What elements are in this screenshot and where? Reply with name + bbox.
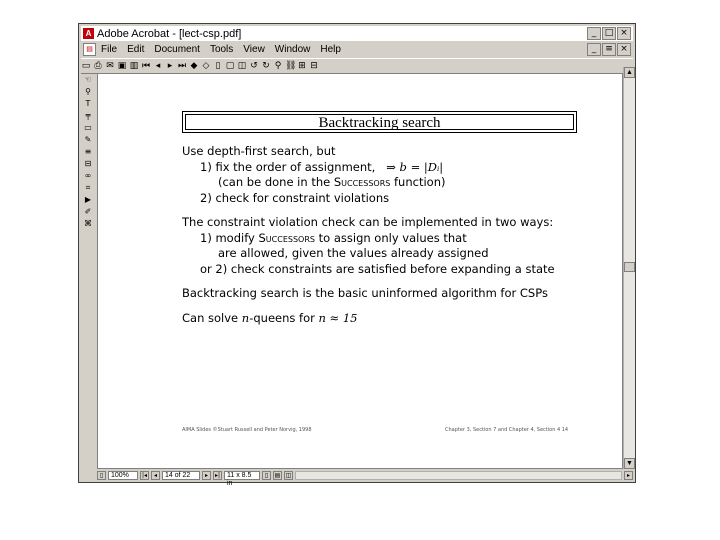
menu-help[interactable]: Help <box>320 44 341 55</box>
menu-edit[interactable]: Edit <box>127 44 145 55</box>
slide-line: 2) check for constraint violations <box>200 190 390 205</box>
slide-line: Use depth-first search, but <box>182 144 336 158</box>
facing-pages-icon[interactable]: ◫ <box>285 472 292 479</box>
menu-window[interactable]: Window <box>274 44 311 55</box>
continuous-page-icon[interactable]: ▤ <box>274 472 281 479</box>
acrobat-window <box>78 23 636 487</box>
page-number-field[interactable]: 14 of 22 <box>162 471 200 480</box>
zoom-field[interactable]: 100% <box>108 471 138 480</box>
slide-line: are allowed, given the values already assigned <box>218 246 489 260</box>
toolbar <box>81 58 633 74</box>
slide-title-frame <box>182 111 577 133</box>
link-tool-icon[interactable]: ∞ <box>84 171 92 180</box>
slide-line: Can solve n-queens for n ≈ 15 <box>182 310 358 325</box>
acrobat-app-icon: A <box>83 28 94 39</box>
actual-size-icon[interactable]: ▯ <box>215 61 221 71</box>
scroll-right-icon[interactable]: ▸ <box>624 471 633 480</box>
show-navigation-icon[interactable]: ▥ <box>129 61 139 71</box>
print-icon[interactable]: ⎙ <box>94 61 102 71</box>
scroll-down-icon[interactable]: ▼ <box>624 458 635 469</box>
scroll-up-icon[interactable]: ▲ <box>624 67 635 78</box>
scroll-thumb[interactable] <box>624 262 635 272</box>
go-back-icon[interactable]: ◆ <box>190 61 198 71</box>
menu-bar <box>81 42 633 57</box>
status-bar <box>97 470 633 487</box>
document-icon[interactable]: ▤ <box>83 43 96 56</box>
next-page-icon[interactable]: ▸ <box>167 61 173 71</box>
email-icon[interactable]: ✉ <box>106 61 114 71</box>
column-select-icon[interactable]: ╤ <box>85 111 91 120</box>
object-tool-icon[interactable]: ⌘ <box>84 219 92 228</box>
maximize-button[interactable]: □ <box>602 27 616 40</box>
document-page <box>97 73 623 469</box>
prev-page-icon[interactable]: ◂ <box>155 61 161 71</box>
save-icon[interactable]: ▣ <box>117 61 127 71</box>
rotate-right-icon[interactable]: ↻ <box>262 61 270 71</box>
slide-line: 1) fix the order of assignment, ⇒ b = |Dᵢ| <box>200 159 444 174</box>
open-icon[interactable]: ▭ <box>81 61 91 71</box>
doc-close-button[interactable]: × <box>617 43 631 56</box>
go-forward-icon[interactable]: ◇ <box>202 61 210 71</box>
single-page-icon[interactable]: ▯ <box>262 471 271 480</box>
title-bar <box>81 26 633 41</box>
web-capture-icon[interactable]: ⊞ <box>298 61 306 71</box>
crop-tool-icon[interactable]: ⌗ <box>85 183 91 192</box>
slide-footer-left: AIMA Slides ©Stuart Russell and Peter Norvig, 1998 <box>182 427 312 433</box>
tools-sidebar <box>81 73 95 465</box>
find-icon[interactable]: ⚲ <box>274 61 282 71</box>
movie-tool-icon[interactable]: ▶ <box>84 195 92 204</box>
page-size-field: 11 x 8.5 in <box>224 471 260 480</box>
first-page-button[interactable]: |◂ <box>141 472 148 479</box>
note-tool-icon[interactable]: ▭ <box>84 123 92 132</box>
menu-file[interactable]: File <box>101 44 118 55</box>
slide-line: (can be done in the Successors function) <box>218 175 446 189</box>
highlight-tool-icon[interactable]: ≡ <box>84 147 92 156</box>
first-page-icon[interactable]: ⏮ <box>141 61 151 71</box>
prev-page-button[interactable]: ◂ <box>151 471 160 480</box>
next-page-button[interactable]: ▸ <box>202 471 211 480</box>
vertical-scrollbar[interactable] <box>623 67 635 469</box>
web-link-icon[interactable]: ⛓ <box>285 61 297 71</box>
hand-tool-icon[interactable]: ☜ <box>84 75 92 84</box>
zoom-tool-icon[interactable]: ⚲ <box>85 87 91 96</box>
slide-body <box>182 144 602 326</box>
touchup-tool-icon[interactable]: ✐ <box>84 207 92 216</box>
capture-icon[interactable]: ⊟ <box>310 61 318 71</box>
menu-view[interactable]: View <box>243 44 265 55</box>
slide-footer-right: Chapter 3, Section 7 and Chapter 4, Section 4 14 <box>445 427 569 433</box>
window-title: Adobe Acrobat - [lect-csp.pdf] <box>97 27 242 40</box>
doc-restore-button[interactable]: ≡ <box>602 43 616 56</box>
slide-line: 1) modify Successors to assign only values that <box>200 230 467 245</box>
fit-width-icon[interactable]: ◫ <box>237 61 247 71</box>
rotate-left-icon[interactable]: ↺ <box>250 61 258 71</box>
form-tool-icon[interactable]: ⊟ <box>84 159 92 168</box>
last-page-button[interactable]: ▸| <box>214 472 221 479</box>
slide-title: Backtracking search <box>185 114 574 130</box>
minimize-button[interactable]: _ <box>587 27 601 40</box>
slide-line: Backtracking search is the basic uninformed algorithm for CSPs <box>182 286 548 300</box>
slide-line: The constraint violation check can be implemented in two ways: <box>182 215 554 229</box>
close-button[interactable]: × <box>617 27 631 40</box>
fit-page-icon[interactable]: ▢ <box>225 61 235 71</box>
last-page-icon[interactable]: ⏭ <box>177 61 187 71</box>
horizontal-scrollbar[interactable] <box>295 471 622 480</box>
pencil-tool-icon[interactable]: ✎ <box>84 135 92 144</box>
text-select-icon[interactable]: T <box>85 99 91 108</box>
menu-document[interactable]: Document <box>154 44 200 55</box>
menu-tools[interactable]: Tools <box>209 44 234 55</box>
slide-line: or 2) check constraints are satisfied before expanding a state <box>200 261 555 276</box>
page-layout-icon[interactable]: ▯ <box>97 471 106 480</box>
doc-minimize-button[interactable]: _ <box>587 43 601 56</box>
